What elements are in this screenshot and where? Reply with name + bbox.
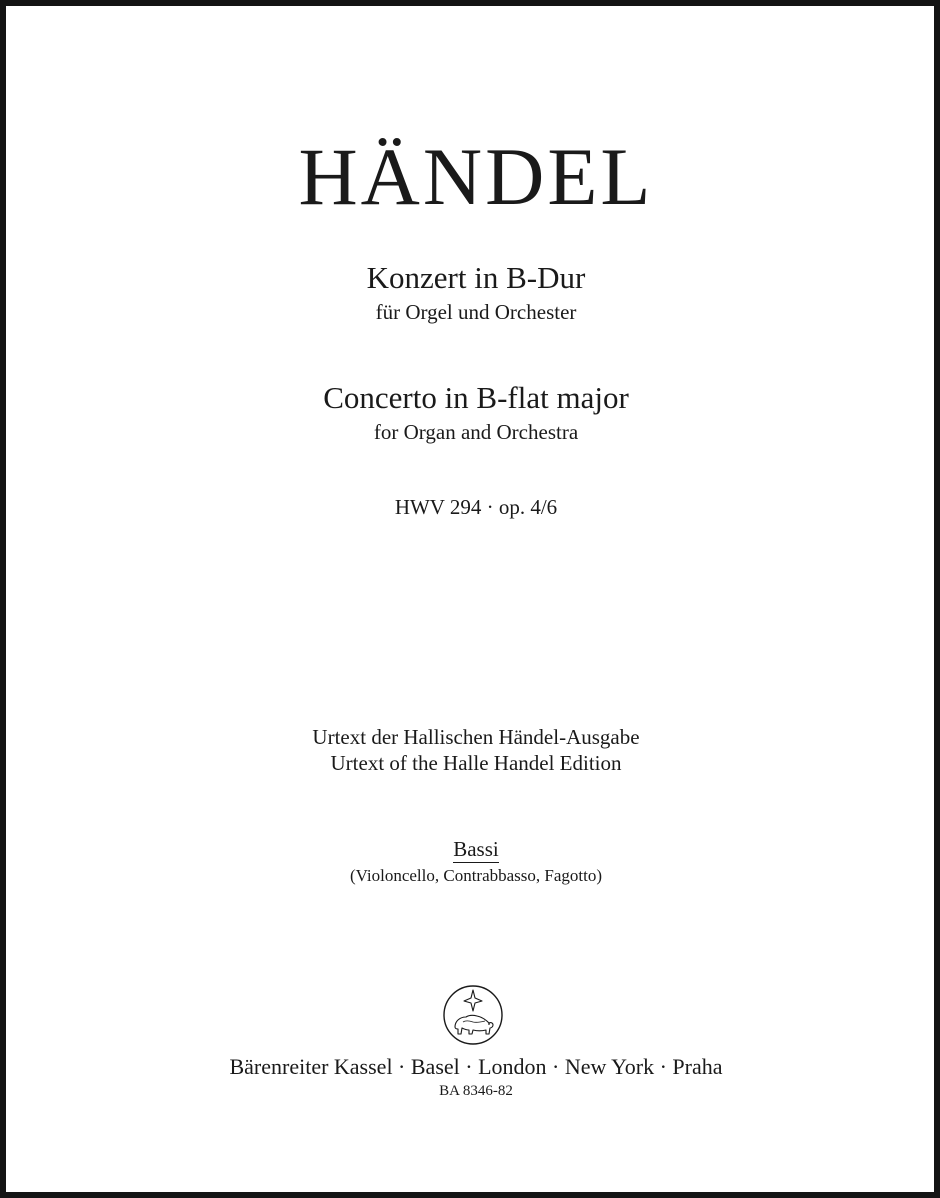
subtitle-english: for Organ and Orchestra	[373, 420, 579, 444]
part-name-block	[6, 839, 940, 863]
title-german: Konzert in B-Dur	[366, 260, 586, 295]
publisher-line: Bärenreiter Kassel · Basel · London · New York · Praha	[229, 1054, 723, 1079]
composer-name: HÄNDEL	[298, 131, 654, 222]
work-catalog: HWV 294 · op. 4/6	[394, 495, 558, 519]
part-name: Bassi	[453, 837, 499, 861]
catalog-number: BA 8346-82	[439, 1083, 513, 1099]
urtext-english: Urtext of the Halle Handel Edition	[330, 751, 622, 775]
subtitle-german: für Orgel und Orchester	[375, 300, 577, 324]
title-english: Concerto in B-flat major	[323, 380, 629, 415]
instrument-list: (Violoncello, Contrabbasso, Fagotto)	[349, 866, 603, 885]
urtext-german: Urtext der Hallischen Händel-Ausgabe	[312, 725, 640, 749]
baerenreiter-bear-star-logo-icon	[442, 984, 504, 1046]
